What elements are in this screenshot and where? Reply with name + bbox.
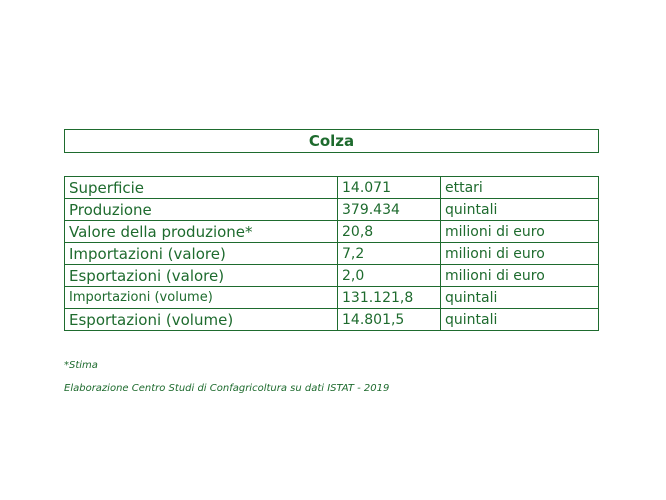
row-unit: quintali	[441, 287, 599, 309]
table-row	[65, 177, 599, 199]
row-unit: quintali	[441, 309, 599, 331]
row-value: 20,8	[338, 221, 441, 243]
row-value: 131.121,8	[338, 287, 441, 309]
table-row	[65, 199, 599, 221]
row-value: 14.071	[338, 177, 441, 199]
row-value: 14.801,5	[338, 309, 441, 331]
row-label: Valore della produzione*	[65, 221, 338, 243]
row-value: 379.434	[338, 199, 441, 221]
table-row	[65, 243, 599, 265]
row-unit: milioni di euro	[441, 265, 599, 287]
source-credit: Elaborazione Centro Studi di Confagricoltura su dati ISTAT - 2019	[64, 383, 390, 394]
row-value: 2,0	[338, 265, 441, 287]
table-row	[65, 265, 599, 287]
table-row	[65, 309, 599, 331]
data-table	[64, 176, 599, 331]
row-value: 7,2	[338, 243, 441, 265]
table-title: Colza	[308, 132, 355, 150]
row-label: Importazioni (volume)	[65, 287, 338, 309]
row-unit: milioni di euro	[441, 221, 599, 243]
row-unit: ettari	[441, 177, 599, 199]
table-title-box	[64, 129, 599, 153]
table-row	[65, 287, 599, 309]
row-label: Esportazioni (valore)	[65, 265, 338, 287]
row-unit: quintali	[441, 199, 599, 221]
row-unit: milioni di euro	[441, 243, 599, 265]
table-row	[65, 221, 599, 243]
row-label: Esportazioni (volume)	[65, 309, 338, 331]
row-label: Importazioni (valore)	[65, 243, 338, 265]
footnote: *Stima	[64, 360, 98, 371]
row-label: Produzione	[65, 199, 338, 221]
row-label: Superficie	[65, 177, 338, 199]
